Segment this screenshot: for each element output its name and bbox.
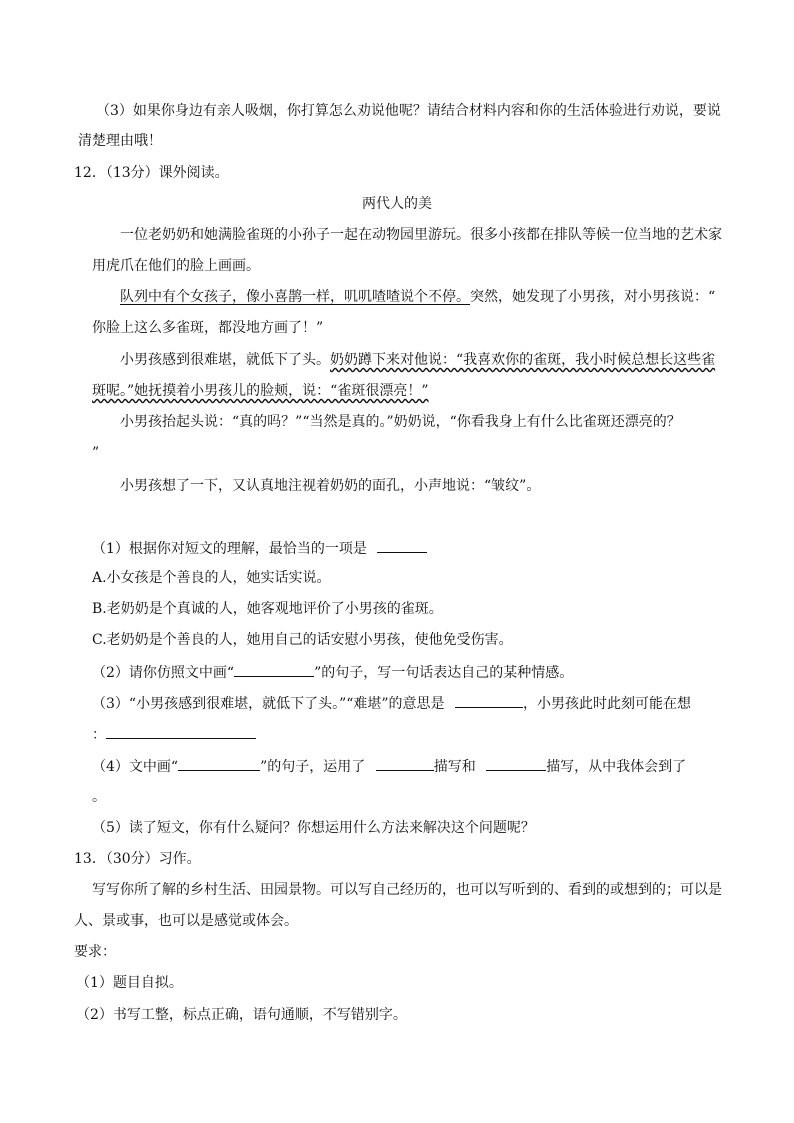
q11-sub3-line2: 清楚理由哦！	[78, 133, 162, 149]
q12-s2-pre: （2）请你仿照文中画“	[92, 665, 235, 681]
answer-blank-s1[interactable]	[377, 538, 427, 553]
underline-mark-s4	[178, 756, 260, 771]
q12-s4	[92, 756, 686, 777]
option-a: A.小女孩是个善良的人，她实话实说。	[92, 570, 331, 586]
underlined-sentence: 队列中有个女孩子，像小喜鹊一样，叽叽喳喳说个不停。	[120, 289, 470, 305]
wavy-sentence-part2: 斑呢。”她抚摸着小男孩儿的脸颊，说：“雀斑很漂亮！”	[92, 383, 429, 399]
para5: 小男孩想了一下，又认真地注视着奶奶的面孔，小声地说：“皱纹”。	[120, 478, 541, 494]
para2-line2: 你脸上这么多雀斑，都没地方画了！”	[92, 320, 324, 336]
q11-sub3-line1: （3）如果你身边有亲人吸烟，你打算怎么劝说他呢？请结合材料内容和你的生活体验进行劝说，要说	[96, 103, 721, 119]
q12-s2-post: ”的句子，写一句话表达自己的某种情感。	[314, 665, 574, 681]
q13-requirements-label: 要求：	[74, 944, 116, 960]
q12-header: 12．（13分）课外阅读。	[74, 165, 229, 181]
para2-line1	[120, 287, 715, 307]
para1-line1: 一位老奶奶和她满脸雀斑的小孙子一起在动物园里游玩。很多小孩都在排队等候一位当地的艺术家	[120, 227, 722, 243]
para3-line1-pre: 小男孩感到很难堪，就低下了头。	[120, 352, 330, 368]
passage-title: 两代人的美	[362, 196, 432, 212]
q12-s3-pre: （3）“小男孩感到很难堪，就低下了头。”“难堪”的意思是	[92, 696, 445, 712]
q12-s3-post: ，小男孩此时此刻可能在想	[523, 696, 691, 712]
q12-s1-text: （1）根据你对短文的理解，最恰当的一项是	[92, 541, 367, 557]
answer-blank-s3-thought[interactable]	[106, 724, 256, 739]
q13-body-line1: 写写你所了解的乡村生活、田园景物。可以写自己经历的，也可以写听到的、看到的或想到的；可以是	[92, 882, 722, 898]
option-c: C.老奶奶是个善良的人，她用自己的话安慰小男孩，使他免受伤害。	[92, 632, 513, 648]
answer-blank-s4-type2[interactable]	[486, 756, 546, 771]
q12-s4-mid2: 描写和	[433, 759, 476, 775]
underline-mark-s2	[234, 662, 314, 677]
option-b: B.老奶奶是个真诚的人，她客观地评价了小男孩的雀斑。	[92, 601, 443, 617]
q12-s3-line2	[92, 724, 256, 745]
wavy-sentence-part1: 奶奶蹲下来对他说：“我喜欢你的雀斑，我小时候总想长这些雀	[330, 352, 716, 368]
q12-s4-pre: （4）文中画“	[92, 759, 179, 775]
q12-s5: （5）读了短文，你有什么疑问？你想运用什么方法来解决这个问题呢？	[92, 820, 535, 836]
q12-s3-colon: ：	[92, 727, 106, 743]
q13-requirement-1: （1）题目自拟。	[76, 975, 183, 991]
q13-body-line2: 人、景或事，也可以是感觉或体会。	[74, 913, 298, 929]
q12-s4-mid1: ”的句子，运用了	[260, 759, 366, 775]
para1-line2: 用虎爪在他们的脸上画画。	[92, 258, 260, 274]
q12-s2	[92, 662, 573, 683]
q12-s4-post: 描写，从中我体会到了	[546, 759, 687, 775]
para2-line1-rest: 突然，她发现了小男孩，对小男孩说：“	[470, 289, 716, 305]
q12-s3	[92, 693, 691, 714]
answer-blank-s4-type1[interactable]	[376, 756, 434, 771]
q13-requirement-2: （2）书写工整，标点正确，语句通顺，不写错别字。	[76, 1007, 407, 1023]
para4-line2: ”	[92, 445, 100, 461]
para3-line2	[92, 381, 428, 401]
q12-s1	[92, 538, 427, 559]
q12-s4-line2: 。	[92, 789, 106, 805]
para3-line1	[120, 350, 715, 370]
para4-line1: 小男孩抬起头说：“真的吗？”“当然是真的。”奶奶说，“你看我身上有什么比雀斑还漂亮的？	[120, 414, 681, 430]
q13-header: 13．（30分）习作。	[74, 851, 201, 867]
answer-blank-s3-meaning[interactable]	[455, 693, 523, 708]
